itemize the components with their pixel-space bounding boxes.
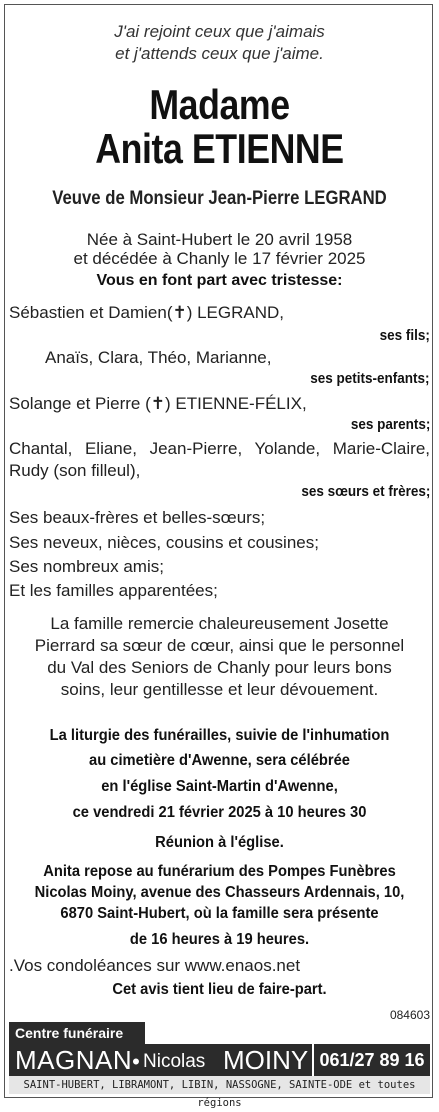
- funeral-line-2: au cimetière d'Awenne, sera célébrée: [89, 752, 350, 769]
- funeral-home-banner: [9, 1022, 430, 1109]
- brand-first-name: Nicolas: [143, 1051, 206, 1072]
- birth-line-2: et décédée à Chanly le 17 février 2025: [73, 249, 366, 268]
- reference-number: 084603: [389, 1008, 430, 1022]
- family-siblings-line-2: Rudy (son filleul),: [9, 461, 141, 480]
- brand-separator-icon: •: [132, 1049, 141, 1074]
- rest-line-4: de 16 heures à 19 heures.: [129, 931, 310, 948]
- family-siblings-line-1: Chantal, Eliane, Jean-Pierre, Yolande, Marie-Claire,: [9, 439, 430, 458]
- relation-sons: ses fils;: [379, 327, 430, 344]
- thanks-line-1: La famille remercie chaleureusement Josette: [50, 614, 389, 633]
- condolences-link[interactable]: .Vos condoléances sur www.enaos.net: [9, 956, 301, 975]
- relation-grandchildren: ses petits-enfants;: [310, 370, 430, 387]
- rest-line-3: 6870 Saint-Hubert, où la famille sera présente: [60, 905, 379, 922]
- notice-text: Cet avis tient lieu de faire-part.: [112, 981, 327, 998]
- quote-line-2: et j'attends ceux que j'aime.: [115, 44, 324, 63]
- others-families: Et les familles apparentées;: [9, 581, 218, 600]
- rest-line-1: Anita repose au funérarium des Pompes Funèbres: [43, 863, 396, 880]
- thanks-line-4: soins, leur gentillesse et leur dévouement.: [60, 680, 379, 699]
- service-towns: SAINT-HUBERT, LIBRAMONT, LIBIN, NASSOGNE, SAINTE-ODE et toutes régions: [9, 1076, 430, 1094]
- birth-line-1: Née à Saint-Hubert le 20 avril 1958: [86, 230, 353, 249]
- family-sons: Sébastien et Damien(✝) LEGRAND,: [9, 303, 285, 322]
- family-grandchildren: Anaïs, Clara, Théo, Marianne,: [45, 348, 272, 367]
- funeral-line-3: en l'église Saint-Martin d'Awenne,: [101, 778, 338, 795]
- others-in-laws: Ses beaux-frères et belles-sœurs;: [9, 508, 266, 527]
- thanks-line-2: Pierrard sa sœur de cœur, ainsi que le personnel: [34, 636, 405, 655]
- brand-magnan: [15, 1045, 140, 1077]
- others-nephews: Ses neveux, nièces, cousins et cousines;: [9, 533, 319, 552]
- funeral-line-4: ce vendredi 21 février 2025 à 10 heures 30: [72, 804, 367, 821]
- meeting-text: Réunion à l'église.: [155, 834, 284, 851]
- widow-of: Veuve de Monsieur Jean-Pierre LEGRAND: [52, 188, 387, 209]
- relation-parents: ses parents;: [350, 416, 430, 433]
- funeral-line-1: La liturgie des funérailles, suivie de l'inhumation: [49, 727, 390, 744]
- thanks-line-3: du Val des Seniors de Chanly pour leurs bons: [47, 658, 392, 677]
- relation-siblings: ses sœurs et frères;: [300, 483, 430, 500]
- brand-name: MAGNAN: [15, 1045, 133, 1075]
- announce-text: Vous en font part avec tristesse:: [96, 272, 343, 289]
- others-friends: Ses nombreux amis;: [9, 557, 164, 576]
- deceased-name: Anita ETIENNE: [95, 125, 344, 172]
- family-parents: Solange et Pierre (✝) ETIENNE-FÉLIX,: [9, 394, 307, 413]
- funeral-home-label: Centre funéraire: [9, 1022, 145, 1044]
- quote-line-1: J'ai rejoint ceux que j'aimais: [114, 22, 325, 41]
- deceased-title: Madame: [149, 81, 290, 128]
- rest-line-2: Nicolas Moiny, avenue des Chasseurs Ardennais, 10,: [34, 884, 405, 901]
- phone-number: 061/27 89 16: [312, 1044, 430, 1076]
- brand-last-name: MOINY: [223, 1045, 309, 1075]
